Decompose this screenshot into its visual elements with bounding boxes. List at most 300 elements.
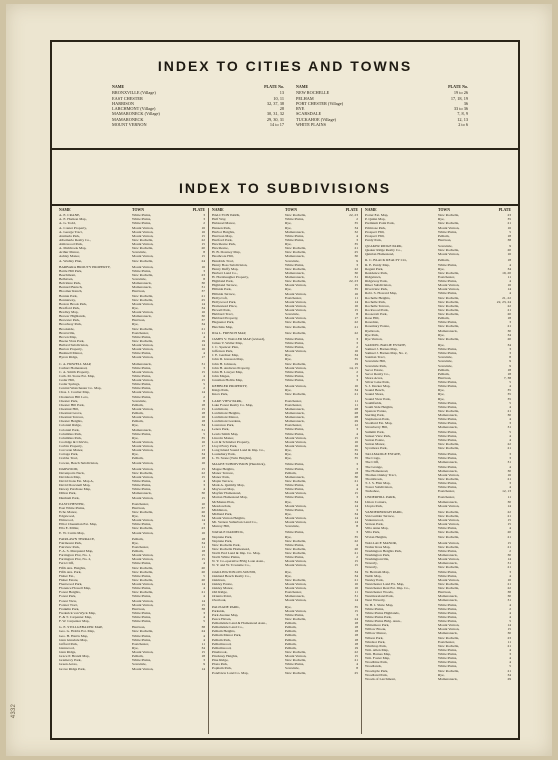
subdivision-town: Mount Vernon,	[285, 365, 307, 370]
subdivision-name: Davenports Neck,	[59, 470, 85, 475]
subdivision-name: SAMUEL BAILIE ESTATE,	[365, 342, 407, 347]
subdivision-town: New Rochelle,	[438, 299, 460, 304]
subdivision-plate: 16	[354, 581, 358, 586]
subdivision-plate: 30	[201, 314, 205, 319]
subdivision-plate: 16	[201, 225, 205, 230]
subdivision-name: Belvidere Park,	[59, 281, 82, 286]
subdivision-plate: 34	[507, 266, 511, 271]
subdivision-name: H. B. Downey Map,	[212, 250, 241, 255]
subdivision-plate: 5	[509, 229, 511, 234]
subdivision-town: White Plains,	[438, 614, 458, 619]
subdivision-name: Rose Hill,	[365, 316, 380, 321]
subdivision-plate: 29	[507, 676, 511, 681]
subdivision-row	[365, 677, 511, 681]
cities-title: INDEX TO CITIES AND TOWNS	[157, 58, 413, 74]
subdivision-plate: 18	[507, 316, 511, 321]
subdivision-plate: 16	[507, 283, 511, 288]
subdivision-plate: 19	[201, 338, 205, 343]
subdivision-plate: 3	[203, 610, 205, 615]
subdivision-name: Popham Park,	[212, 666, 232, 671]
subdivision-name: Lincoln Manor,	[212, 435, 235, 440]
subdivision-plate: 30	[507, 553, 511, 557]
subdivision-town: Mamaroneck,	[285, 270, 305, 275]
subdivision-name: Bonnieway,	[59, 297, 76, 302]
subdivision-plate: 28	[354, 415, 358, 419]
subdivision-plate: 14	[354, 503, 358, 508]
subdivision-plate: 4	[509, 464, 511, 469]
subdivision-town: Rye,	[285, 452, 292, 457]
subdivision-name: Westchester Real Est. Imp. Co.,	[365, 586, 411, 590]
subdivision-name: Shore Acres,	[365, 375, 384, 380]
subdivision-town: New Rochelle,	[438, 336, 460, 341]
subdivision-row	[365, 489, 511, 493]
subdivision-town: White Plains,	[132, 610, 152, 615]
subdivision-town: Mount Vernon,	[438, 577, 460, 582]
subdivision-town: Mount Vernon,	[438, 225, 460, 230]
subdivision-town: White Plains,	[285, 466, 305, 471]
subdivision-town: White Plains,	[132, 217, 152, 222]
subdivision-town: White Plains,	[132, 522, 152, 527]
subdivision-town: White Plains,	[285, 262, 305, 267]
subdivision-town: New Rochelle,	[285, 250, 307, 255]
subdivision-plate: 10	[201, 501, 205, 506]
subdivision-town: New Rochelle,	[285, 551, 307, 555]
subdivision-town: Mount Vernon,	[132, 369, 154, 374]
subdivision-name: Arthur Manor,	[59, 250, 80, 255]
subdivision-plate: 38	[507, 237, 511, 242]
subdivision-plate: 30	[507, 499, 511, 504]
subdivision-plate: 3	[509, 351, 511, 356]
subdivision-town: Mamaroneck,	[132, 314, 152, 319]
subdivision-name: Parkside,	[212, 608, 226, 613]
subdivision-name: Oakland Beach Realty Co.,	[212, 573, 251, 578]
subdivision-name: Neptune Park,	[212, 538, 233, 543]
subdivision-plate: 4	[509, 485, 511, 490]
header-town: TOWN	[438, 208, 450, 212]
subdivision-name: Battle Hill Park,	[59, 268, 83, 273]
subdivision-town: Mount Vernon,	[438, 283, 460, 288]
subdivision-town: White Plains,	[132, 615, 152, 619]
subdivision-plate: 14	[201, 582, 205, 586]
subdivision-name: David Irons Est. Map A,	[59, 479, 94, 483]
subdivision-plate: 20	[507, 312, 511, 316]
subdivision-town: Mount Vernon,	[285, 316, 307, 321]
subdivision-name: Lenox Park,	[212, 427, 230, 432]
subdivision-plate: 4	[509, 602, 511, 607]
subdivision-name: F. & T. Carpenter Map,	[59, 615, 92, 619]
cities-index	[112, 84, 468, 127]
subdivision-name: Half Way,	[212, 217, 227, 222]
subdivision-name: A. Mahbrook Map,	[59, 246, 87, 251]
subdivision-plate: 28	[354, 410, 358, 415]
subdivision-plate: 14	[354, 598, 358, 603]
subdivision-plate: 16	[201, 415, 205, 420]
subdivision-plate: 22	[354, 538, 358, 543]
subdivision-plate: 14	[201, 598, 205, 603]
subdivision-plate: 15	[201, 495, 205, 500]
subdivision-town: Mount Vernon,	[132, 466, 154, 471]
subdivision-town: Rye,	[285, 357, 292, 362]
subdivision-plate: 3	[509, 452, 511, 457]
subdivision-name: South Side Heights,	[365, 404, 394, 409]
subdivision-plate: 34	[354, 388, 358, 393]
subdivision-plate: 22, 23, 24	[496, 299, 511, 304]
subdivision-plate: 2	[356, 345, 358, 349]
subdivision-plate: 34	[201, 305, 205, 310]
subdivision-town: Mamaroneck,	[438, 594, 458, 599]
subdivision-town: New Rochelle,	[285, 330, 307, 335]
subdivision-town: Rye,	[438, 388, 445, 393]
subdivision-plate: 13	[201, 448, 205, 453]
subdivision-plate: 17	[354, 316, 358, 321]
subdivision-town: New Rochelle,	[285, 670, 307, 675]
subdivision-town: White Plains,	[438, 602, 458, 607]
city-plate: 2 to 6	[458, 122, 468, 128]
subdivision-name: BARBARA BROUTY PROPERTY,	[59, 264, 111, 269]
subdivision-plate: 3	[203, 365, 205, 370]
subdivision-plate: 16	[507, 252, 511, 257]
subdivision-plate: 9	[509, 359, 511, 364]
subdivision-name: Hillside Park,	[212, 287, 232, 292]
subdivision-name: Brown Map,	[59, 334, 77, 339]
subdivision-name: J. E. Gardner Map,	[212, 353, 239, 358]
subdivision-name: West Waverly,	[365, 598, 386, 603]
subdivision-name: Davidson Map,	[59, 474, 81, 479]
subdivision-town: New Rochelle,	[132, 569, 154, 574]
subdivision-plate: 34	[201, 645, 205, 650]
subdivision-town: Eastchester,	[285, 590, 302, 595]
subdivision-town: Rye,	[285, 225, 292, 230]
subdivision-town: Scarsdale,	[438, 244, 453, 248]
subdivision-plate: 16	[507, 472, 511, 477]
subdivision-name: Carhart Homestead,	[59, 365, 88, 370]
subdivision-name: Chestnut Terrace,	[59, 415, 84, 420]
city-name: BRONXVILLE (Village)	[112, 90, 156, 96]
subdivision-name: Windsor Park,	[365, 639, 386, 644]
subdivision-town: Mount Vernon,	[132, 444, 154, 448]
subdivision-name: Pondview Land Co. Map,	[212, 670, 249, 675]
subdivision-town: Mamaroneck,	[438, 468, 458, 473]
subdivision-plate: 21	[201, 293, 205, 298]
subdivision-town: Mount Vernon,	[132, 355, 154, 360]
subdivision-plate: 4	[509, 404, 511, 409]
subdivision-plate: 21	[507, 565, 511, 570]
subdivision-plate: 15	[354, 283, 358, 288]
subdivision-town: Mount Vernon,	[285, 443, 307, 448]
subdivision-town: New Rochelle,	[132, 258, 154, 263]
subdivision-plate: 16	[354, 384, 358, 389]
subdivision-name: Cedar Hill,	[59, 378, 75, 382]
subdivision-row	[212, 378, 358, 382]
subdivision-column	[56, 208, 208, 734]
subdivision-name: Larchmont,	[212, 406, 229, 411]
subdivision-town: White Plains,	[132, 487, 152, 492]
subdivision-town: Mount Vernon,	[438, 287, 460, 292]
subdivision-plate: 15	[201, 254, 205, 259]
subdivision-town: Pelham,	[132, 536, 144, 541]
subdivision-name: Mayfair Homestead,	[212, 491, 242, 496]
subdivision-town: White Plains,	[132, 619, 152, 624]
subdivision-name: Union Corners,	[365, 499, 387, 504]
subdivision-name: Plaza Park,	[212, 662, 228, 667]
subdivision-town: New Rochelle,	[438, 530, 460, 535]
subdivisions-title: INDEX TO SUBDIVISIONS	[178, 180, 392, 196]
subdivision-plate: 35	[354, 448, 358, 452]
subdivision-name: Thomas Oakley Tract,	[365, 472, 397, 477]
subdivision-town: Mamaroneck,	[438, 676, 458, 681]
subdivision-row	[59, 355, 205, 359]
subdivision-plate: 18	[354, 470, 358, 475]
subdivision-name: Highland Terrace,	[212, 283, 238, 288]
subdivision-name: Peace Haven,	[212, 616, 232, 621]
subdivision-name: Chas. J. Coulter Map,	[59, 390, 90, 395]
subdivision-plate: 11	[507, 495, 511, 500]
subdivision-town: White Plains,	[285, 237, 305, 242]
subdivision-name: Beechmont,	[59, 272, 77, 277]
subdivision-name: Hutchins Map,	[212, 324, 234, 329]
subdivision-plate: 21, 22	[502, 295, 511, 300]
subdivision-town: New Rochelle,	[438, 581, 460, 586]
subdivision-name: Fifth Ave. Heights,	[59, 565, 86, 570]
subdivision-plate: 21	[507, 513, 511, 518]
subdivision-town: Scarsdale,	[285, 258, 300, 263]
subdivision-name: W. Bertram Map,	[365, 569, 390, 574]
subdivision-name: Fern Cliff,	[59, 561, 74, 566]
subdivision-plate: 16	[201, 264, 205, 269]
header-town: TOWN	[132, 208, 144, 212]
divider-rule	[52, 148, 518, 150]
subdivision-name: Stephenson Park,	[365, 417, 390, 422]
city-plate: 29, 30, 31	[266, 116, 284, 122]
subdivision-plate: 3	[203, 268, 205, 273]
subdivision-name: Heathcote Hill,	[212, 254, 234, 259]
subdivision-town: Mount Vernon,	[132, 229, 154, 234]
subdivision-name: Samuel J. Barnes Map, No. 2,	[365, 351, 408, 356]
subdivision-plate: 4	[203, 594, 205, 599]
subdivision-town: Mount Vernon,	[132, 390, 154, 395]
subdivision-row	[365, 535, 511, 539]
subdivision-plate: 16	[354, 586, 358, 590]
subdivision-town: Mount Vernon,	[132, 602, 154, 607]
subdivision-town: White Plains,	[438, 421, 458, 426]
subdivision-town: White Plains,	[285, 431, 305, 436]
subdivision-name: Cedar Springs,	[59, 382, 81, 387]
subdivision-plate: 35	[354, 456, 358, 461]
subdivision-plate: 20	[201, 577, 205, 582]
subdivision-town: Rye,	[132, 514, 139, 518]
city-name: MOUNT VERNON	[112, 122, 147, 128]
subdivision-plate: 21	[507, 221, 511, 226]
subdivision-plate: 7, 38	[503, 375, 511, 380]
subdivision-plate: 4	[203, 373, 205, 378]
subdivision-name: Harbor Heights,	[212, 229, 235, 234]
subdivision-plate: 22	[507, 586, 511, 590]
subdivision-name: Lewis Smith Map,	[212, 431, 239, 436]
subdivision-plate: 18	[201, 456, 205, 461]
subdivision-name: Lott & Schrieber Property,	[212, 439, 250, 444]
subdivision-plate: 34	[354, 573, 358, 578]
subdivision-town: New Rochelle,	[285, 478, 307, 483]
subdivision-name: Corbin Property,	[59, 444, 83, 448]
subdivision-name: James V. Waller Map,	[212, 340, 243, 345]
city-plate: 7, 8, 9	[457, 111, 468, 117]
subdivision-row	[212, 671, 358, 675]
subdivision-town: Mount Vernon,	[132, 415, 154, 420]
subdivision-plate: 5	[509, 429, 511, 434]
subdivision-plate: 21	[354, 324, 358, 329]
subdivision-plate: 14	[507, 623, 511, 628]
subdivision-plate: 3	[509, 421, 511, 426]
subdivision-town: New Rochelle,	[438, 668, 460, 673]
subdivision-plate: 38	[201, 625, 205, 630]
subdivision-plate: 2	[356, 555, 358, 560]
subdivision-plate: 18	[507, 371, 511, 376]
subdivision-town: White Plains,	[438, 433, 458, 438]
subdivision-name: McManus Plan,	[212, 499, 235, 504]
subdivision-town: Rye,	[132, 322, 139, 327]
subdivision-town: Mount Vernon,	[285, 384, 307, 389]
subdivision-name: Scarsdale Park,	[365, 363, 387, 368]
subdivision-plate: 35	[201, 435, 205, 440]
subdivision-name: A. E. CRANE,	[59, 213, 81, 218]
subdivision-plate: 22	[507, 441, 511, 446]
subdivision-plate: 3	[356, 466, 358, 471]
subdivision-name: Robt. S. Howard Map,	[365, 291, 398, 296]
subdivision-name: C. A. HOWELL MAP,	[59, 361, 92, 366]
subdivision-plate: 20	[507, 336, 511, 341]
subdivision-plate: 30	[507, 468, 511, 473]
subdivision-plate: 4	[356, 487, 358, 492]
subdivision-town: Rye,	[285, 242, 292, 246]
subdivision-town: Rye,	[285, 388, 292, 393]
subdivision-town: New Rochelle,	[132, 470, 154, 475]
subdivision-plate: 18	[201, 536, 205, 541]
subdivision-name: Fairmount Park,	[59, 540, 83, 545]
subdivision-town: Mount Vernon,	[132, 518, 154, 523]
subdivision-plate: 3	[509, 320, 511, 325]
subdivision-town: White Plains,	[438, 351, 458, 356]
subdivision-town: White Plains,	[285, 427, 305, 432]
subdivision-town: Mount Vernon,	[132, 347, 154, 352]
subdivision-town: White Plains,	[438, 619, 458, 623]
subdivision-plate: 4	[203, 637, 205, 642]
subdivision-name: Manor Terrace,	[212, 470, 234, 475]
subdivision-town: Eastchester,	[132, 501, 149, 506]
subdivision-name: Hawthorne Park,	[212, 242, 237, 246]
subdivision-name: White Plains,	[365, 606, 385, 611]
subdivision-name: C. A. Smith Property,	[59, 369, 90, 374]
subdivision-town: Harrison,	[438, 590, 452, 595]
subdivision-name: Villa Park,	[365, 530, 381, 535]
subdivision-name: Brookside,	[59, 326, 75, 331]
subdivision-name: A. E. Hudson Map,	[59, 217, 87, 222]
subdivision-name: Grove Ridge Park,	[59, 666, 86, 671]
subdivision-name: Walter Ross Map,	[365, 544, 391, 549]
subdivision-name: Strawberry Hill,	[365, 425, 389, 430]
subdivision-name: W. H. I. Shaw Map,	[365, 602, 394, 607]
subdivision-plate: 9	[356, 258, 358, 263]
subdivision-plate: 21	[201, 326, 205, 331]
subdivision-town: New Rochelle,	[132, 338, 154, 343]
subdivision-town: New Rochelle,	[132, 272, 154, 277]
subdivision-plate: 38	[201, 606, 205, 611]
subdivision-name: Columbus Park,	[59, 435, 82, 440]
city-plate: 28	[279, 106, 284, 112]
subdivision-name: New Rochelle Homestead,	[212, 546, 250, 551]
subdivision-town: White Plains,	[438, 400, 458, 405]
subdivision-town: Harrison,	[132, 606, 146, 611]
subdivision-plate: 22	[354, 320, 358, 325]
subdivision-town: Mount Vernon,	[132, 650, 154, 654]
subdivision-town: White Plains,	[132, 431, 152, 436]
subdivision-plate: 5	[509, 400, 511, 405]
subdivision-plate: 14	[507, 503, 511, 508]
subdivision-name: Rochelle Terrace,	[365, 303, 390, 308]
subdivision-plate: 8	[356, 312, 358, 317]
subdivision-town: White Plains,	[438, 647, 458, 652]
subdivision-plate: 16	[201, 229, 205, 234]
subdivision-town: White Plains,	[285, 373, 305, 378]
subdivision-town: Mount Vernon,	[285, 654, 307, 658]
subdivision-plate: 21	[201, 590, 205, 595]
subdivision-plate: 15	[201, 557, 205, 562]
subdivision-plate: 18	[201, 411, 205, 415]
subdivision-town: New Rochelle,	[438, 307, 460, 312]
subdivision-name: The Homestead,	[365, 468, 389, 473]
subdivision-plate: 5	[203, 619, 205, 624]
subdivision-row	[365, 238, 511, 242]
subdivision-town: Pelham,	[438, 233, 450, 238]
subdivision-name: Saxman Tract,	[365, 355, 386, 360]
subdivision-header	[365, 208, 511, 212]
subdivision-plate: 25	[201, 297, 205, 302]
header-name: NAME	[112, 84, 125, 89]
subdivision-name: QUAKER RIDGE PARK,	[365, 244, 403, 248]
subdivision-name: Secor Estate,	[365, 367, 384, 372]
subdivision-name: Hendrick Tract,	[212, 258, 235, 263]
subdivision-name: Sound Beach,	[365, 388, 385, 393]
cities-header	[296, 84, 468, 89]
subdivision-plate: 16	[201, 460, 205, 465]
subdivision-plate: 21	[354, 577, 358, 582]
subdivision-name: Oakley Manor,	[212, 586, 234, 590]
subdivision-name: New Rochelle Park,	[212, 542, 241, 547]
subdivision-name: Southfields,	[365, 400, 383, 405]
subdivision-plate: 30	[507, 594, 511, 599]
subdivision-plate: 16	[201, 310, 205, 314]
subdivision-town: Pelham,	[438, 367, 450, 372]
subdivision-town: Rye,	[438, 217, 445, 222]
subdivision-town: Eastchester,	[438, 639, 455, 644]
header-name: NAME	[59, 208, 71, 212]
subdivision-town: Mount Vernon,	[132, 439, 154, 444]
subdivision-plate: 2	[203, 386, 205, 391]
subdivision-plate: 14	[201, 301, 205, 306]
subdivision-town: Rye,	[285, 499, 292, 504]
subdivision-town: Mount Vernon,	[132, 233, 154, 238]
subdivision-name: Jonathan Hobbs Map,	[212, 378, 244, 382]
subdivision-name: Roosevelt Park,	[365, 312, 388, 316]
subdivision-plate: 17	[201, 444, 205, 448]
subdivision-plate: 21	[354, 478, 358, 483]
subdivision-town: Mamaroneck,	[438, 425, 458, 430]
subdivision-name: Boston Brook Park,	[59, 301, 88, 306]
subdivision-plate: 5	[509, 619, 511, 623]
subdivision-town: New Rochelle,	[438, 643, 460, 648]
subdivision-plate: 4	[509, 526, 511, 531]
subdivision-town: Rye,	[285, 448, 292, 452]
subdivision-name: Pelhamdale Land Co.,	[212, 625, 244, 630]
